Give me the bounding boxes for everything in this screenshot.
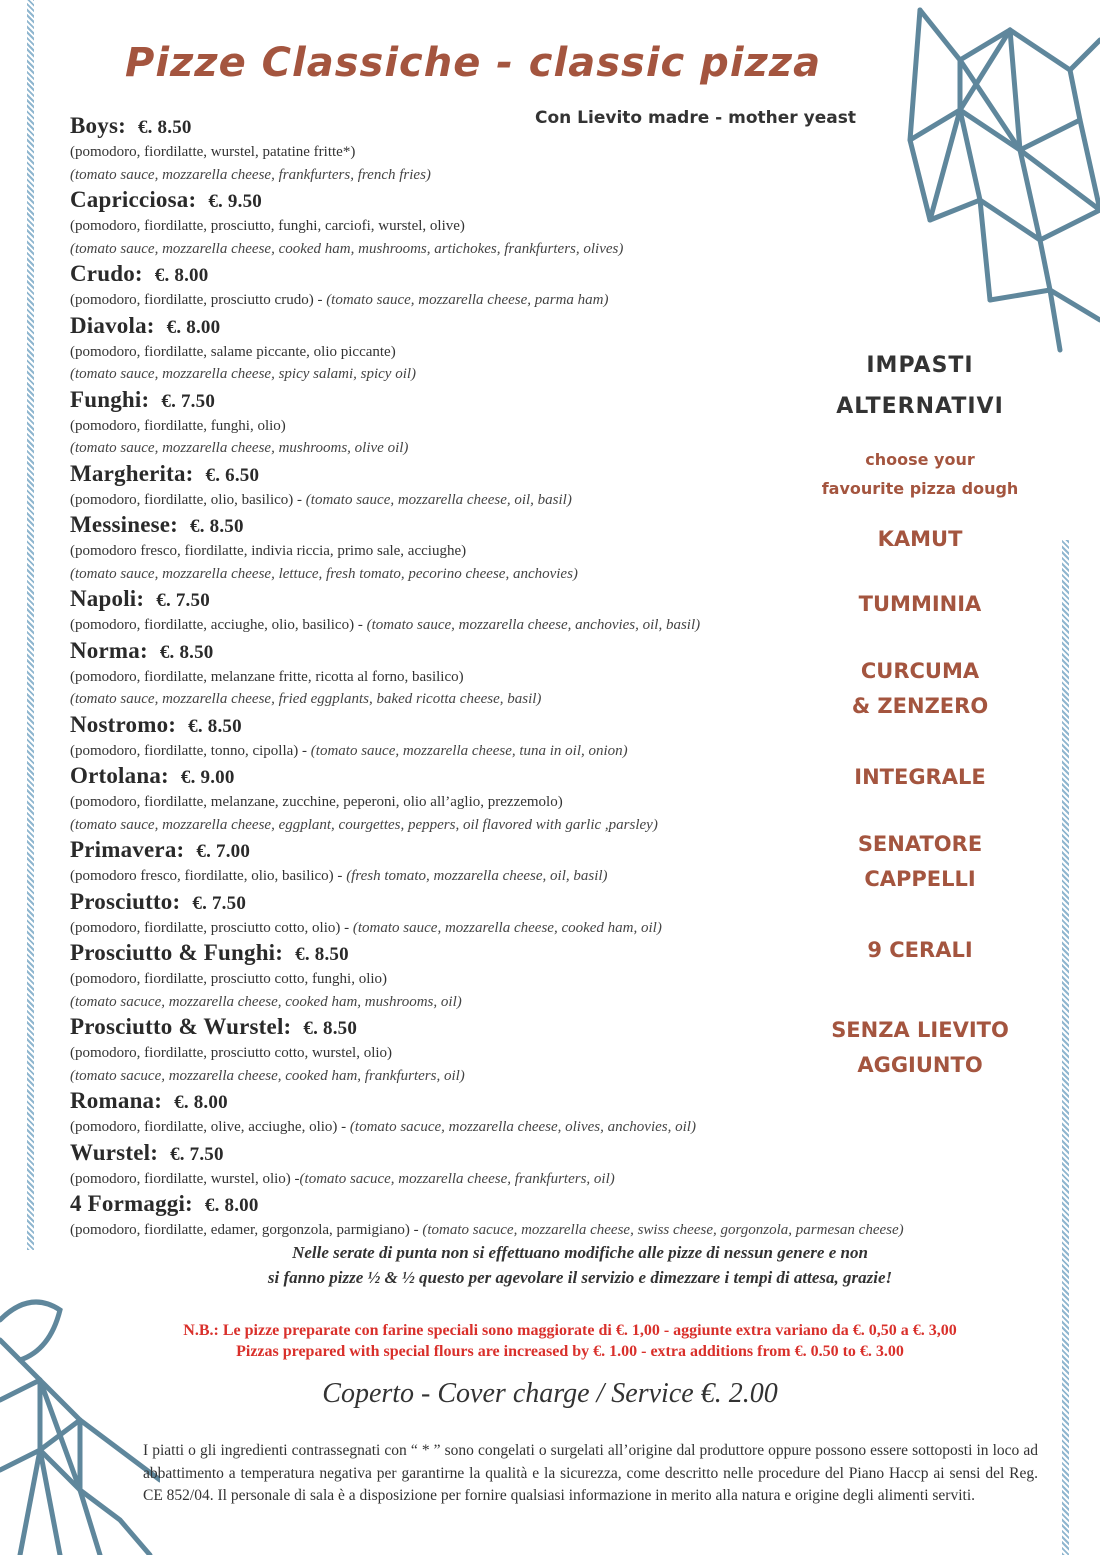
menu-item — [70, 112, 1060, 186]
menu-item — [70, 186, 1060, 260]
dough-curcuma: & ZENZERO — [851, 694, 989, 718]
doughs-heading: IMPASTI — [866, 353, 974, 378]
item-price: €. 7.50 — [156, 590, 210, 611]
peak-evenings-notice — [100, 1240, 1060, 1290]
item-price: €. 6.50 — [205, 464, 260, 486]
item-description — [70, 917, 1060, 940]
dough-senza-lievito: AGGIUNTO — [857, 1053, 983, 1077]
dough-senatore-cappelli: CAPPELLI — [864, 867, 976, 891]
note-line: N.B.: Le pizze preparate con farine speciali sono maggiorate di €. 1,00 - aggiunte extra variano da €. 0,50 a €. 3,00 — [183, 1322, 957, 1339]
item-description — [70, 991, 1060, 1014]
ingredients-italian: (pomodoro, fiordilatte, acciughe, olio, basilico) - — [70, 617, 367, 633]
ingredients-english: (tomato sauce, mozzarella cheese, frankfurters, french fries) — [70, 166, 431, 183]
ingredients-italian: (pomodoro, fiordilatte, melanzane, zucchine, peperoni, olio all’aglio, prezzemolo) — [70, 794, 563, 810]
ingredients-italian: (pomodoro, fiordilatte, melanzane fritte, ricotta al forno, basilico) — [70, 668, 464, 685]
menu-item — [70, 260, 1060, 312]
ingredients-english: (tomato sauce, mozzarella cheese, mushrooms, olive oil) — [70, 440, 409, 456]
page-title: Pizze Classiche - classic pizza — [125, 40, 822, 86]
item-price: €. 8.50 — [137, 117, 192, 138]
ingredients-italian: (pomodoro fresco, fiordilatte, indivia riccia, primo sale, acciughe) — [70, 543, 467, 559]
dough-tumminia: TUMMINIA — [858, 592, 982, 616]
ingredients-english: (tomato sauce, mozzarella cheese, fried eggplants, baked ricotta cheese, basil) — [70, 691, 542, 707]
item-price: €. 8.00 — [204, 1195, 259, 1216]
item-name-text: Romana: — [70, 1088, 163, 1113]
item-name-text: Capricciosa: — [70, 187, 197, 212]
item-price: €. 7.50 — [170, 1143, 224, 1165]
item-description — [70, 614, 1060, 637]
item-price: €. 8.50 — [188, 715, 242, 737]
item-description — [70, 215, 1060, 238]
item-price: €. 7.50 — [161, 390, 216, 412]
item-name-text: Diavola: — [70, 312, 155, 338]
ingredients-english: (tomato sauce, mozzarella cheese, cooked ham, oil) — [352, 919, 662, 936]
doughs-subheading: choose your — [865, 450, 975, 469]
menu-item — [70, 1087, 1060, 1139]
item-name — [70, 312, 1060, 341]
ingredients-english: (tomato sauce, mozzarella cheese, parma ham) — [326, 292, 609, 308]
item-price: €. 8.00 — [174, 1092, 228, 1113]
item-name — [70, 1087, 1060, 1116]
ingredients-english: (tomato sacuce, mozzarella cheese, swiss cheese, gorgonzola, parmesan cheese) — [422, 1222, 904, 1238]
item-name — [70, 260, 1060, 289]
dough-senza-lievito: SENZA LIEVITO — [831, 1018, 1009, 1042]
menu-item — [70, 1139, 1060, 1191]
menu-item — [70, 711, 1060, 763]
ingredients-english: (tomato sacuce, mozzarella cheese, cooked ham, mushrooms, oil) — [70, 993, 462, 1010]
dough-integrale: INTEGRALE — [854, 765, 986, 789]
ingredients-english: (tomato sauce, mozzarella cheese, oil, basil) — [305, 491, 572, 508]
dough-senatore-cappelli: SENATORE — [857, 832, 983, 856]
ingredients-english: (tomato sauce, mozzarella cheese, cooked ham, mushrooms, artichokes, frankfurters, olives) — [70, 240, 624, 257]
item-description — [70, 289, 1060, 312]
ingredients-italian: (pomodoro, fiordilatte, prosciutto cotto, wurstel, olio) — [70, 1045, 393, 1061]
item-price: €. 8.50 — [190, 516, 244, 537]
ingredients-italian: (pomodoro, fiordilatte, wurstel, olio) - — [70, 1170, 300, 1187]
ingredients-english: (tomato sauce, mozzarella cheese, tuna in oil, onion) — [310, 742, 628, 759]
item-price: €. 8.50 — [159, 641, 214, 663]
item-description — [70, 968, 1060, 991]
menu-item — [70, 888, 1060, 940]
cover-charge: Coperto - Cover charge / Service €. 2.00 — [322, 1378, 778, 1409]
ingredients-english: (tomato sacuce, mozzarella cheese, olives, anchovies, oil) — [349, 1119, 696, 1135]
item-price: €. 7.00 — [196, 841, 251, 862]
item-name-text: Messinese: — [70, 512, 179, 537]
ingredients-english: (tomato sauce, mozzarella cheese, lettuce, fresh tomato, pecorino cheese, anchovies) — [70, 565, 578, 582]
doughs-subheading: favourite pizza dough — [821, 479, 1019, 498]
ingredients-italian: (pomodoro, fiordilatte, tonno, cipolla) - — [70, 742, 311, 759]
item-price: €. 7.50 — [192, 892, 247, 914]
item-name-text: Ortolana: — [70, 763, 169, 788]
item-price: €. 9.00 — [180, 767, 235, 788]
item-description — [70, 141, 1060, 164]
ingredients-italian: (pomodoro, fiordilatte, wurstel, patatine fritte*) — [70, 144, 356, 160]
ingredients-italian: (pomodoro, fiordilatte, olive, acciughe, olio) - — [70, 1119, 350, 1135]
item-name-text: Prosciutto: — [70, 888, 181, 914]
ingredients-italian: (pomodoro, fiordilatte, olio, basilico) - — [70, 491, 306, 508]
notice-line: si fanno pizze ½ & ½ questo per agevolare il servizio e dimezzare i tempi di attesa, grazie! — [267, 1268, 893, 1287]
item-price: €. 8.50 — [303, 1018, 358, 1039]
item-description — [70, 563, 1060, 586]
ingredients-english: (tomato sauce, mozzarella cheese, spicy salami, spicy oil) — [70, 366, 417, 382]
item-price: €. 9.50 — [208, 191, 262, 212]
doughs-heading: ALTERNATIVI — [836, 394, 1004, 419]
page-subtitle: Con Lievito madre - mother yeast — [535, 108, 856, 128]
ingredients-italian: (pomodoro, fiordilatte, prosciutto cotto, olio) - — [70, 919, 353, 936]
menu-item — [70, 1190, 1060, 1242]
item-price: €. 8.00 — [154, 265, 209, 286]
item-description — [70, 740, 1060, 763]
ingredients-english: (tomato sacuce, mozzarella cheese, cooked ham, frankfurters, oil) — [70, 1067, 465, 1084]
item-name-text: Primavera: — [70, 837, 185, 862]
item-name-text: Nostromo: — [70, 711, 177, 737]
ingredients-italian: (pomodoro, fiordilatte, funghi, olio) — [70, 417, 286, 434]
ingredients-english: (tomato sacuce, mozzarella cheese, frankfurters, oil) — [299, 1170, 615, 1187]
item-name-text: Wurstel: — [70, 1139, 159, 1165]
item-name-text: Margherita: — [70, 460, 194, 486]
item-description — [70, 1116, 1060, 1139]
item-name — [70, 888, 1060, 917]
item-description — [70, 164, 1060, 187]
item-name-text: Boys: — [70, 113, 126, 138]
item-price: €. 8.50 — [295, 944, 349, 965]
item-name — [70, 186, 1060, 215]
ingredients-english: (tomato sauce, mozzarella cheese, eggplant, courgettes, peppers, oil flavored with garlic ,parsley) — [70, 816, 658, 833]
item-name — [70, 1190, 1060, 1219]
item-name — [70, 1139, 1060, 1168]
dough-kamut: KAMUT — [877, 527, 963, 551]
note-line: Pizzas prepared with special flours are increased by €. 1.00 - extra additions from €. 0.50 to €. 3.00 — [236, 1343, 904, 1360]
left-striped-border — [27, 0, 34, 1250]
notice-line: Nelle serate di punta non si effettuano modifiche alle pizze di nessun genere e non — [292, 1243, 868, 1262]
dough-curcuma: CURCUMA — [860, 659, 980, 683]
item-price: €. 8.00 — [166, 316, 221, 338]
item-name-text: Crudo: — [70, 261, 143, 286]
ingredients-italian: (pomodoro, fiordilatte, salame piccante, olio piccante) — [70, 343, 396, 360]
item-name-text: Norma: — [70, 637, 148, 663]
ingredients-italian: (pomodoro, fiordilatte, prosciutto, funghi, carciofi, wurstel, olive) — [70, 218, 465, 234]
item-name — [70, 112, 1060, 141]
item-description — [70, 1219, 1060, 1242]
special-flours-note — [70, 1320, 1070, 1362]
item-name-text: Napoli: — [70, 586, 145, 611]
ingredients-italian: (pomodoro, fiordilatte, edamer, gorgonzola, parmigiano) - — [70, 1222, 423, 1238]
frozen-ingredients-footnote: I piatti o gli ingredienti contrassegnati con “ * ” sono congelati o surgelati all’origine dal produttore oppure possono essere sottoposti in loco ad abbattimento a temperatura negativa per garantirne la qualità e la sicurezza, come descritto nelle procedure del Piano Haccp ai sensi del Reg. CE 852/04. Il personale di sala è a disposizione per fornire qualsiasi informazione in merito alla natura e origine degli alimenti serviti. — [143, 1442, 1038, 1504]
ingredients-italian: (pomodoro fresco, fiordilatte, olio, basilico) - — [70, 868, 347, 884]
item-description — [70, 791, 1060, 814]
item-name-text: Prosciutto & Funghi: — [70, 940, 284, 965]
ingredients-italian: (pomodoro, fiordilatte, prosciutto crudo) - — [70, 292, 327, 308]
dough-9-cereali: 9 CERALI — [867, 938, 973, 962]
item-name-text: 4 Formaggi: — [70, 1191, 193, 1216]
item-description — [70, 238, 1060, 261]
item-name-text: Prosciutto & Wurstel: — [70, 1014, 292, 1039]
item-description — [70, 1168, 1060, 1191]
ingredients-english: (tomato sauce, mozzarella cheese, anchovies, oil, basil) — [366, 617, 701, 633]
ingredients-italian: (pomodoro, fiordilatte, prosciutto cotto, funghi, olio) — [70, 971, 388, 987]
item-name-text: Funghi: — [70, 386, 150, 412]
ingredients-english: (fresh tomato, mozzarella cheese, oil, basil) — [346, 868, 608, 884]
